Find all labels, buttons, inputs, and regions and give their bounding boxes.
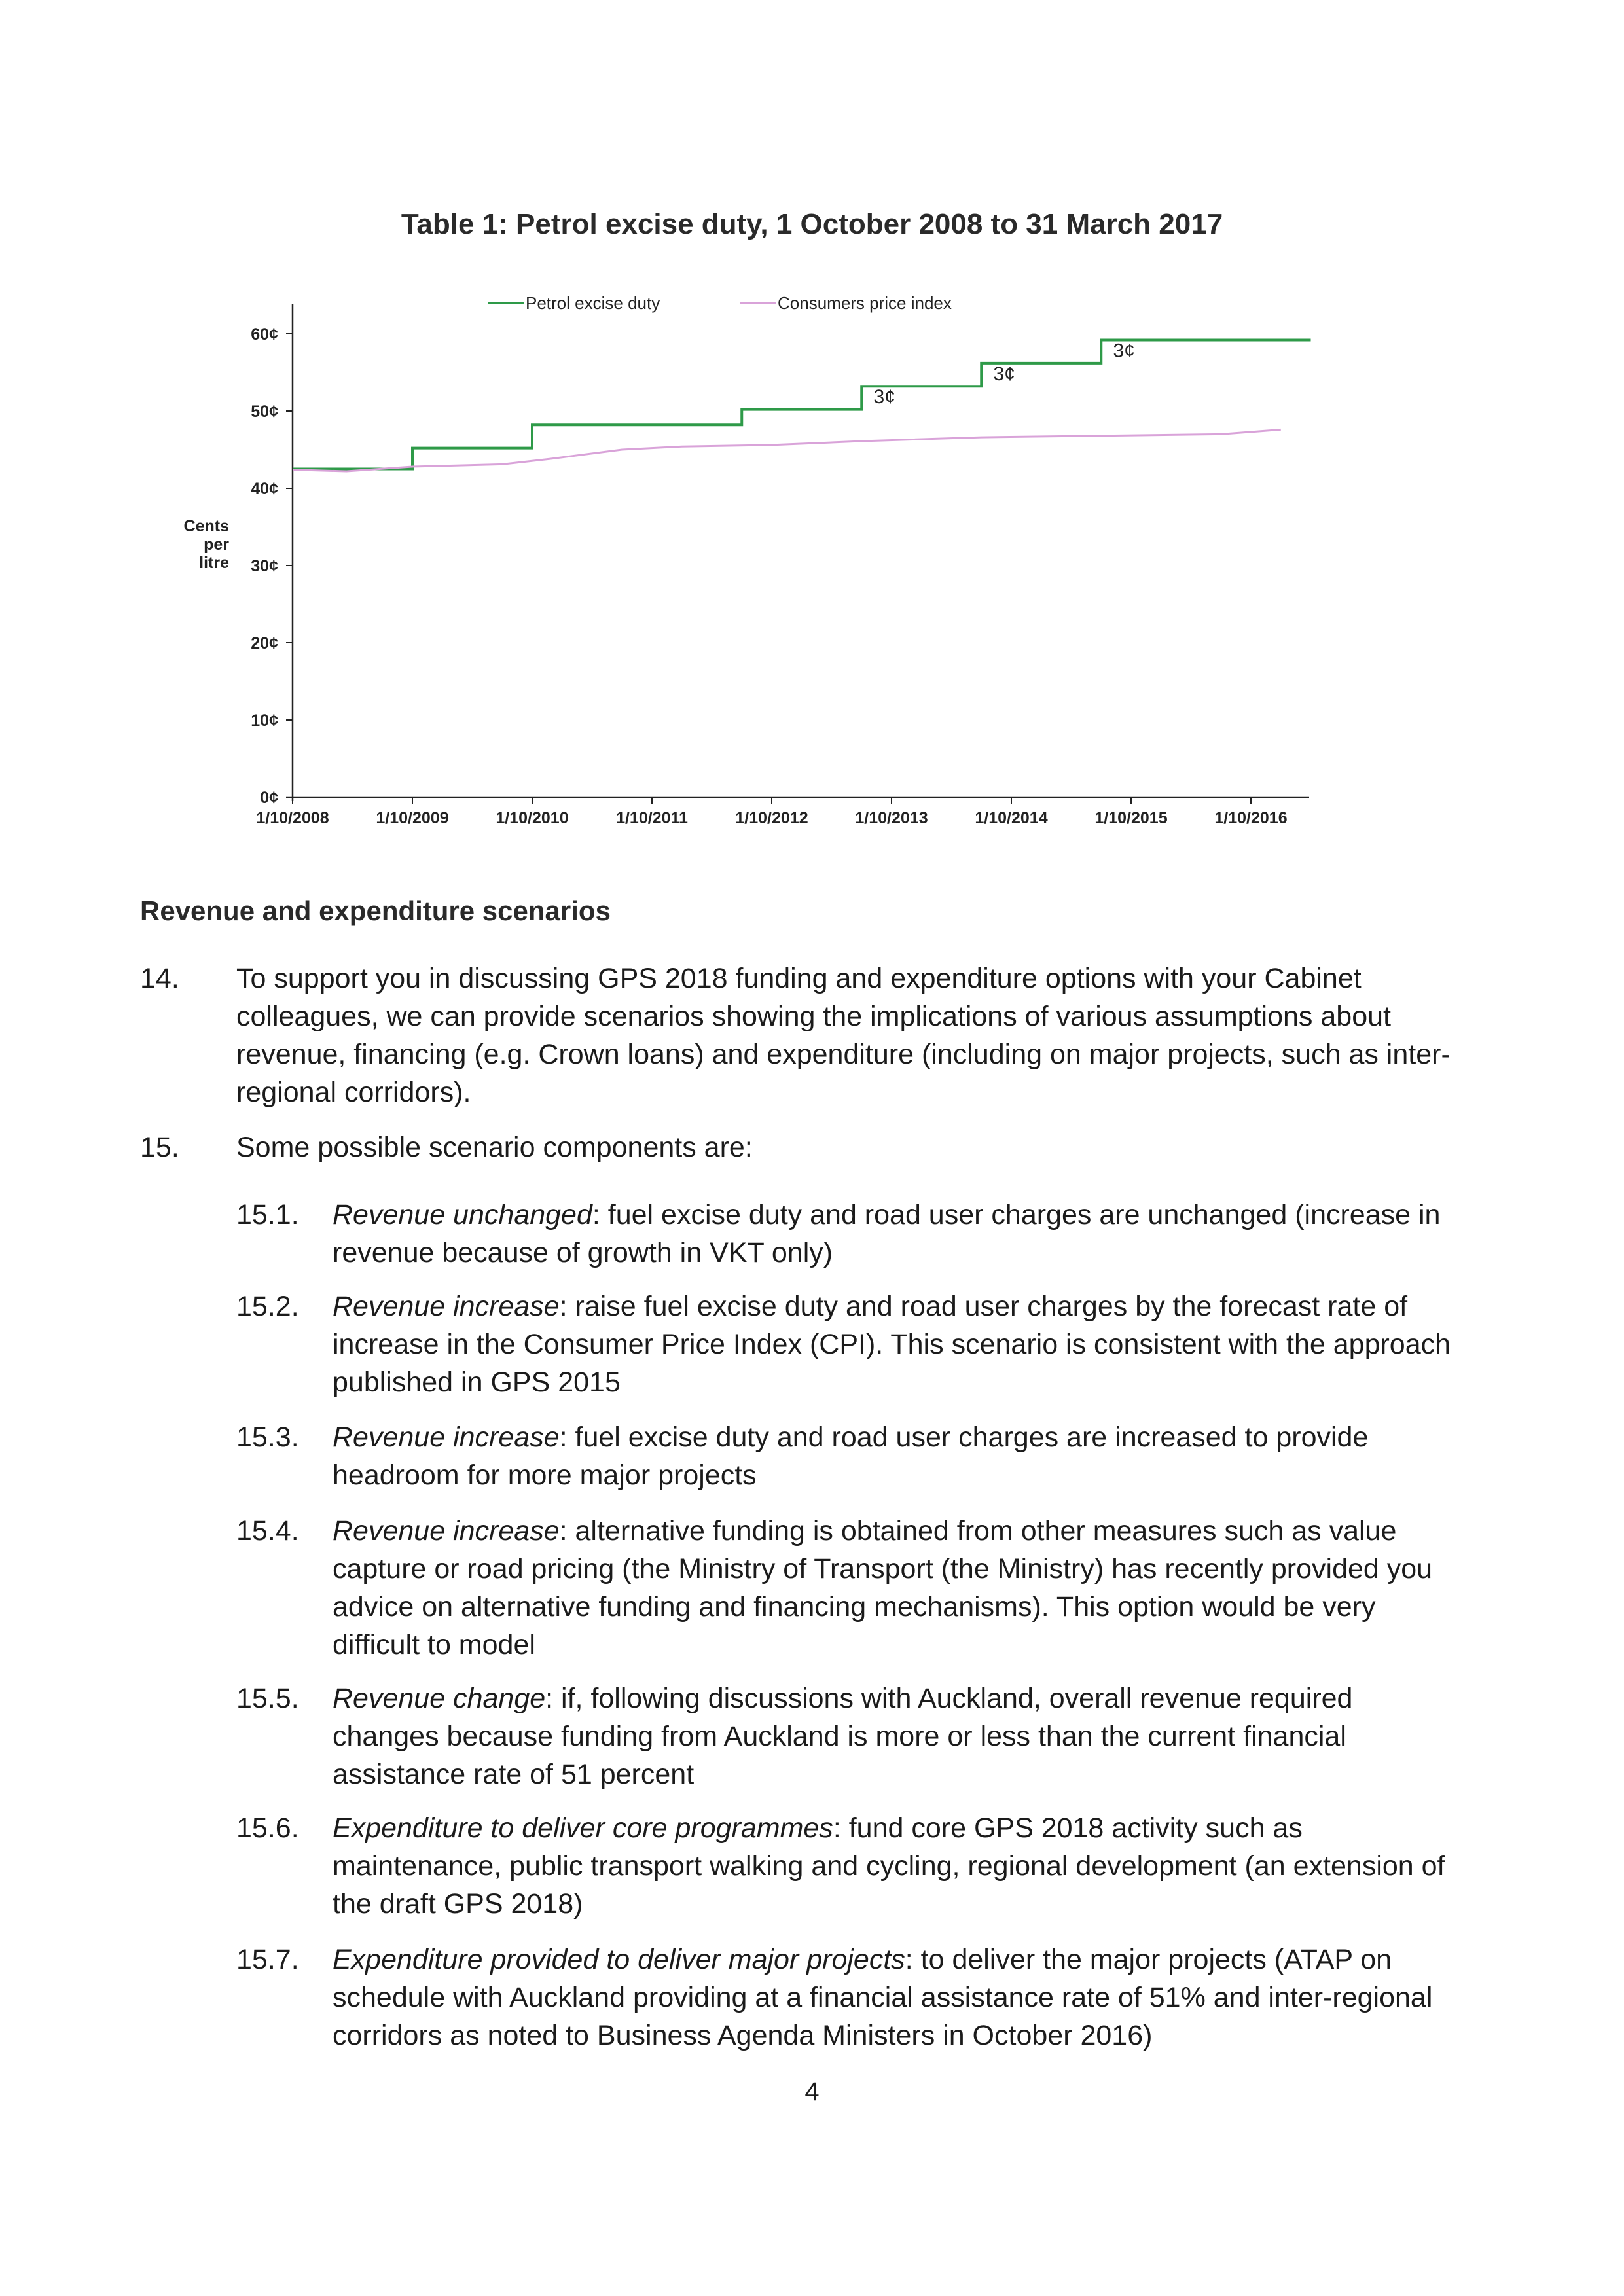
list-item-label: Revenue increase bbox=[333, 1422, 560, 1453]
series-line-petrol-excise-duty bbox=[293, 340, 1311, 469]
x-tick-label: 1/10/2014 bbox=[975, 809, 1048, 827]
list-item-text bbox=[333, 1809, 1457, 1923]
list-item-number: 15.5. bbox=[236, 1683, 299, 1714]
list-item-text bbox=[333, 1512, 1457, 1664]
list-item-number: 15.1. bbox=[236, 1199, 299, 1230]
y-tick-label: 40¢ bbox=[251, 480, 278, 498]
list-item-label: Expenditure provided to deliver major projects bbox=[333, 1944, 905, 1975]
annotations bbox=[874, 340, 1135, 408]
list-item-text bbox=[333, 1679, 1457, 1793]
petrol-excise-chart bbox=[0, 0, 1624, 851]
y-axis-title-line: per bbox=[204, 535, 229, 554]
legend-label: Consumers price index bbox=[778, 293, 952, 313]
list-item-number: 15.3. bbox=[236, 1422, 299, 1453]
y-tick-label: 30¢ bbox=[251, 557, 278, 575]
list-item-number: 15.4. bbox=[236, 1515, 299, 1547]
x-tick-label: 1/10/2010 bbox=[496, 809, 569, 827]
section-heading: Revenue and expenditure scenarios bbox=[140, 895, 611, 926]
list-item-label: Revenue increase bbox=[333, 1515, 560, 1547]
list-item-number: 15.7. bbox=[236, 1944, 299, 1975]
x-tick-label: 1/10/2011 bbox=[616, 809, 688, 827]
y-tick-label: 20¢ bbox=[251, 634, 278, 653]
x-tick-label: 1/10/2012 bbox=[735, 809, 808, 827]
x-tick-label: 1/10/2013 bbox=[855, 809, 928, 827]
list-item-body: : if, following discussions with Auckland, overall revenue required changes because funding from Auckland is more or less than the current financial assistance rate of 51 percent bbox=[333, 1683, 1353, 1790]
list-item-number: 15.2. bbox=[236, 1291, 299, 1322]
paragraph-number: 15. bbox=[140, 1132, 179, 1163]
legend-label: Petrol excise duty bbox=[526, 293, 660, 313]
list-item-text bbox=[333, 1418, 1457, 1494]
chart-title: Table 1: Petrol excise duty, 1 October 2008 to 31 March 2017 bbox=[401, 208, 1223, 240]
list-item-text bbox=[333, 1941, 1457, 2054]
list-item-label: Expenditure to deliver core programmes bbox=[333, 1812, 833, 1844]
y-tick-label: 0¢ bbox=[260, 789, 278, 807]
list-item-body: : raise fuel excise duty and road user charges by the forecast rate of increase in the Consumer Price Index (CPI). This scenario is consistent with the approach published in GPS 2015 bbox=[333, 1291, 1451, 1398]
list-item-label: Revenue unchanged bbox=[333, 1199, 592, 1230]
x-tick-label: 1/10/2009 bbox=[376, 809, 449, 827]
series bbox=[293, 340, 1311, 471]
y-tick-label: 50¢ bbox=[251, 403, 278, 421]
step-annotation: 3¢ bbox=[993, 363, 1015, 385]
page-number: 4 bbox=[804, 2077, 820, 2106]
list-item-body: : fund core GPS 2018 activity such as maintenance, public transport walking and cycling, regional development (an extension of the draft GPS 2018) bbox=[333, 1812, 1445, 1920]
list-item-body: : to deliver the major projects (ATAP on schedule with Auckland providing at a financial assistance rate of 51% and inter-regional corridors as noted to Business Agenda Ministers in October 2016) bbox=[333, 1944, 1433, 2051]
list-item-text bbox=[333, 1196, 1457, 1272]
y-axis-title-line: Cents bbox=[183, 517, 229, 535]
paragraph-number: 14. bbox=[140, 963, 179, 994]
list-item-number: 15.6. bbox=[236, 1812, 299, 1844]
x-tick-label: 1/10/2008 bbox=[256, 809, 329, 827]
x-tick-label: 1/10/2016 bbox=[1214, 809, 1288, 827]
paragraph-text: Some possible scenario components are: bbox=[236, 1132, 753, 1163]
paragraph-text: To support you in discussing GPS 2018 funding and expenditure options with your Cabinet colleagues, we can provide scenarios showing the implications of various assumptions about revenue, financing (e.g. Crown loans) and expenditure (including on major projects, such as inter-regional corridors). bbox=[236, 963, 1451, 1108]
y-tick-label: 60¢ bbox=[251, 325, 278, 344]
x-axis bbox=[256, 797, 1309, 827]
list-item-label: Revenue change bbox=[333, 1683, 546, 1714]
step-annotation: 3¢ bbox=[1113, 340, 1135, 362]
series-line-consumers-price-index bbox=[293, 429, 1281, 471]
list-item-body: : alternative funding is obtained from other measures such as value capture or road pricing (the Ministry of Transport (the Ministry) has recently provided you advice on alternative funding and financing mechanisms). This option would be very difficult to model bbox=[333, 1515, 1433, 1660]
list-item-body: : fuel excise duty and road user charges are increased to provide headroom for more major projects bbox=[333, 1422, 1369, 1491]
x-tick-label: 1/10/2015 bbox=[1094, 809, 1168, 827]
y-axis bbox=[251, 304, 293, 807]
y-axis-title bbox=[184, 517, 230, 572]
list-item-body: : fuel excise duty and road user charges are unchanged (increase in revenue because of growth in VKT only) bbox=[333, 1199, 1441, 1268]
list-item-label: Revenue increase bbox=[333, 1291, 560, 1322]
list-item-text bbox=[333, 1287, 1457, 1401]
y-axis-title-line: litre bbox=[199, 554, 229, 572]
y-tick-label: 10¢ bbox=[251, 711, 278, 730]
step-annotation: 3¢ bbox=[873, 386, 895, 408]
legend bbox=[488, 293, 952, 313]
